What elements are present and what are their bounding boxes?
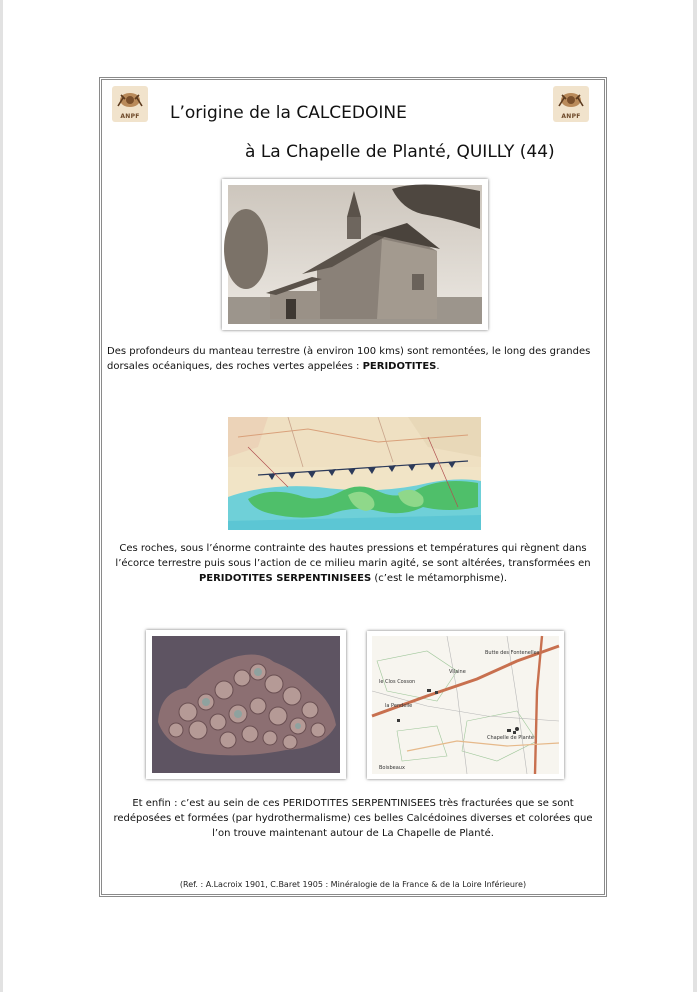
metamorphism-paragraph xyxy=(108,541,598,586)
page-border-left xyxy=(0,0,3,992)
geological-map xyxy=(228,417,481,530)
page-border-right xyxy=(693,0,697,992)
map-label-vilaine: Vilaine xyxy=(449,669,466,675)
anpf-logo-right xyxy=(553,86,589,122)
metamorphism-text: Ces roches, sous l’énorme contrainte des hautes pressions et températures qui règnent dans l’écorce terrestre puis sous l’action de ce milieu marin agité, se sont altérées, transformées en xyxy=(115,543,591,569)
page-subtitle: à La Chapelle de Planté, QUILLY (44) xyxy=(245,142,555,162)
chalcedony-rock-photo xyxy=(146,630,346,779)
map-label-boisbeaux: Boisbeaux xyxy=(379,765,405,771)
logo-label: ANPF xyxy=(120,113,140,120)
map-label-butte: Butte des Fontenelles xyxy=(485,650,540,656)
logo-label: ANPF xyxy=(561,113,581,120)
map-label-clos: le Clos Cosson xyxy=(379,679,416,685)
anpf-logo-left xyxy=(112,86,148,122)
conclusion-paragraph: Et enfin : c’est au sein de ces PERIDOTITES SERPENTINISEES très fracturées que se sont redéposées et formées (par hydrothermalisme) ces belles Calcédoines diverses et colorées que l’on trouve maintenant autour de La Chapelle de Planté. xyxy=(113,798,593,839)
map-label-pendelle: la Pendelle xyxy=(385,703,413,709)
intro-paragraph xyxy=(107,344,597,374)
intro-bold-term: PERIDOTITES xyxy=(362,361,437,372)
intro-text: Des profondeurs du manteau terrestre (à environ 100 kms) sont remontées, le long des grandes dorsales océaniques, des roches vertes appelées : xyxy=(107,346,591,372)
page-title: L’origine de la CALCEDOINE xyxy=(170,103,407,123)
map-label-chapelle: Chapelle de Planté xyxy=(487,735,534,741)
reference-footnote: (Ref. : A.Lacroix 1901, C.Baret 1905 : Minéralogie de la France & de la Loire Inférieure) xyxy=(179,880,527,889)
metamorphism-bold-term: PERIDOTITES SERPENTINISEES xyxy=(198,573,372,584)
metamorphism-end: (c’est le métamorphisme). xyxy=(371,573,508,584)
topographic-map xyxy=(367,631,564,779)
chapel-photo xyxy=(222,179,488,330)
intro-end: . xyxy=(436,361,440,372)
